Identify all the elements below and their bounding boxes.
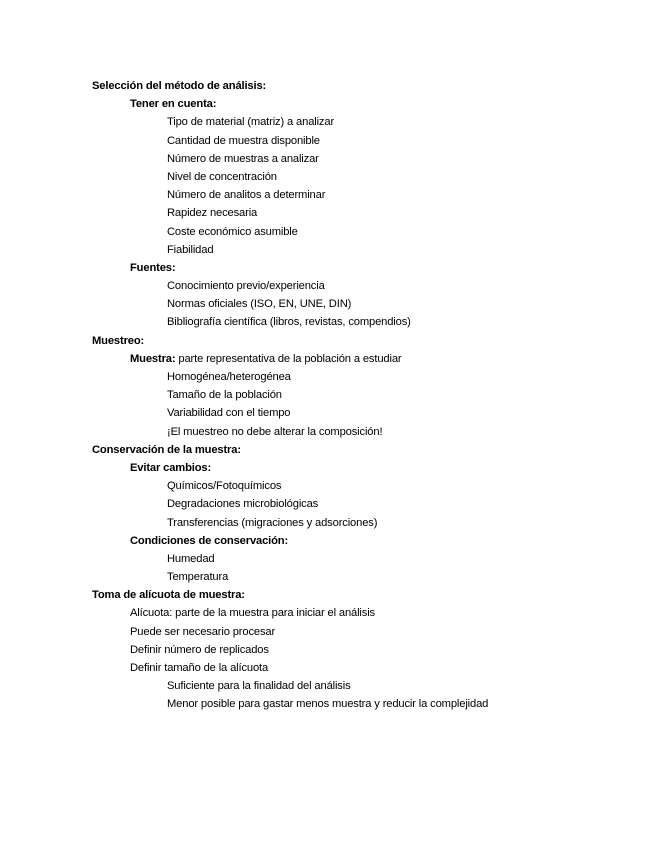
- section-heading-seleccion: Selección del método de análisis:: [92, 80, 267, 92]
- list-item: Químicos/Fotoquímicos: [167, 480, 282, 493]
- list-item: Suficiente para la finalidad del análisis: [167, 680, 351, 693]
- list-item: Tipo de material (matriz) a analizar: [167, 116, 335, 129]
- list-item: Temperatura: [167, 571, 229, 584]
- list-item: Definir tamaño de la alícuota: [130, 662, 269, 674]
- list-item: Normas oficiales (ISO, EN, UNE, DIN): [167, 298, 352, 311]
- list-item: Bibliografía científica (libros, revistas, compendios): [167, 316, 411, 329]
- list-item: Coste económico asumible: [167, 225, 298, 238]
- document-body: [92, 77, 632, 714]
- list-item: ¡El muestreo no debe alterar la composición!: [167, 425, 383, 438]
- muestra-label: Muestra:: [130, 352, 176, 365]
- list-item: Número de muestras a analizar: [167, 152, 319, 165]
- list-item: Definir número de replicados: [130, 643, 269, 656]
- list-item: Cantidad de muestra disponible: [167, 134, 320, 147]
- list-item: Transferencias (migraciones y adsorciones): [167, 516, 378, 529]
- list-item: Conocimiento previo/experiencia: [167, 280, 325, 293]
- subheading-fuentes: Fuentes:: [130, 261, 176, 274]
- list-item: Menor posible para gastar menos muestra y reducir la complejidad: [167, 698, 489, 711]
- subheading-evitar-cambios: Evitar cambios:: [130, 461, 212, 474]
- list-item: Homogénea/heterogénea: [167, 371, 291, 383]
- list-item: Alícuota: parte de la muestra para iniciar el análisis: [130, 607, 375, 620]
- list-item: Variabilidad con el tiempo: [167, 407, 291, 420]
- list-item: Nivel de concentración: [167, 170, 277, 183]
- section-heading-muestreo: Muestreo:: [92, 334, 145, 347]
- list-item: Degradaciones microbiológicas: [167, 498, 319, 511]
- list-item: Rapidez necesaria: [167, 207, 258, 220]
- subheading-tener-en-cuenta: Tener en cuenta:: [130, 98, 217, 111]
- list-item: Humedad: [167, 552, 215, 565]
- section-heading-alicuota: Toma de alícuota de muestra:: [92, 589, 245, 602]
- section-heading-conservacion: Conservación de la muestra:: [92, 443, 241, 456]
- muestra-definition: [92, 350, 632, 368]
- list-item: Fiabilidad: [167, 243, 214, 256]
- muestra-text: parte representativa de la población a estudiar: [175, 352, 402, 365]
- subheading-condiciones: Condiciones de conservación:: [130, 534, 289, 547]
- list-item: Tamaño de la población: [167, 389, 282, 402]
- list-item: Número de analitos a determinar: [167, 189, 326, 202]
- list-item: Puede ser necesario procesar: [130, 625, 276, 638]
